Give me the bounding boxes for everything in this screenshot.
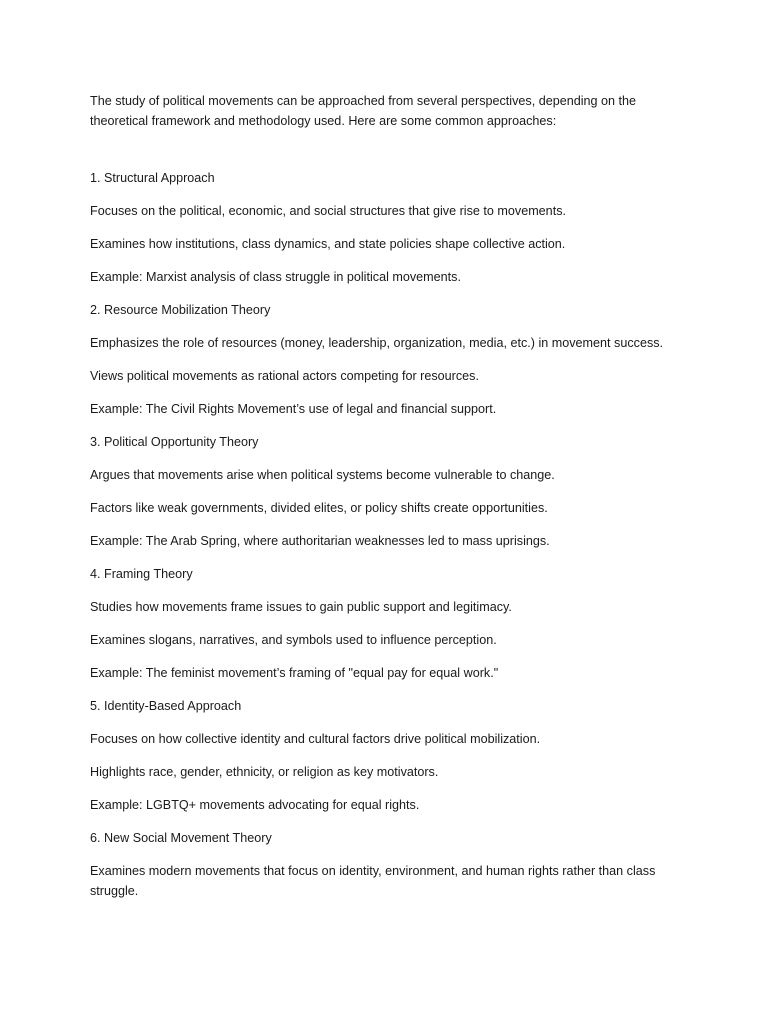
intro-paragraph: The study of political movements can be approached from several perspectives, depending on the theoretical framework and methodology used. Here are some common approaches: bbox=[90, 94, 637, 128]
body-line: Argues that movements arise when political systems become vulnerable to change. bbox=[90, 468, 555, 482]
body-line: Views political movements as rational actors competing for resources. bbox=[90, 369, 479, 383]
body-line: Highlights race, gender, ethnicity, or religion as key motivators. bbox=[90, 765, 439, 779]
section-heading-resource-mobilization: 2. Resource Mobilization Theory bbox=[90, 303, 271, 317]
body-line: Studies how movements frame issues to gain public support and legitimacy. bbox=[90, 600, 512, 614]
body-line: Examines how institutions, class dynamics, and state policies shape collective action. bbox=[90, 237, 566, 251]
document-body bbox=[90, 92, 680, 901]
example-line: Example: LGBTQ+ movements advocating for equal rights. bbox=[90, 798, 420, 812]
example-line: Example: Marxist analysis of class struggle in political movements. bbox=[90, 270, 461, 284]
body-line: Factors like weak governments, divided elites, or policy shifts create opportunities. bbox=[90, 501, 548, 515]
example-line: Example: The feminist movement’s framing of "equal pay for equal work." bbox=[90, 666, 499, 680]
section-heading-political-opportunity: 3. Political Opportunity Theory bbox=[90, 435, 259, 449]
section-heading-identity-based: 5. Identity-Based Approach bbox=[90, 699, 242, 713]
section-heading-new-social-movement: 6. New Social Movement Theory bbox=[90, 831, 272, 845]
body-line: Examines modern movements that focus on identity, environment, and human rights rather than class struggle. bbox=[90, 864, 656, 898]
example-line: Example: The Civil Rights Movement’s use of legal and financial support. bbox=[90, 402, 497, 416]
section-heading-structural: 1. Structural Approach bbox=[90, 171, 215, 185]
body-line: Focuses on the political, economic, and social structures that give rise to movements. bbox=[90, 204, 566, 218]
body-line: Emphasizes the role of resources (money, leadership, organization, media, etc.) in movement success. bbox=[90, 336, 664, 350]
body-line: Examines slogans, narratives, and symbols used to influence perception. bbox=[90, 633, 497, 647]
paragraph-spacer bbox=[90, 131, 680, 169]
example-line: Example: The Arab Spring, where authoritarian weaknesses led to mass uprisings. bbox=[90, 534, 550, 548]
section-heading-framing: 4. Framing Theory bbox=[90, 567, 193, 581]
body-line: Focuses on how collective identity and cultural factors drive political mobilization. bbox=[90, 732, 541, 746]
